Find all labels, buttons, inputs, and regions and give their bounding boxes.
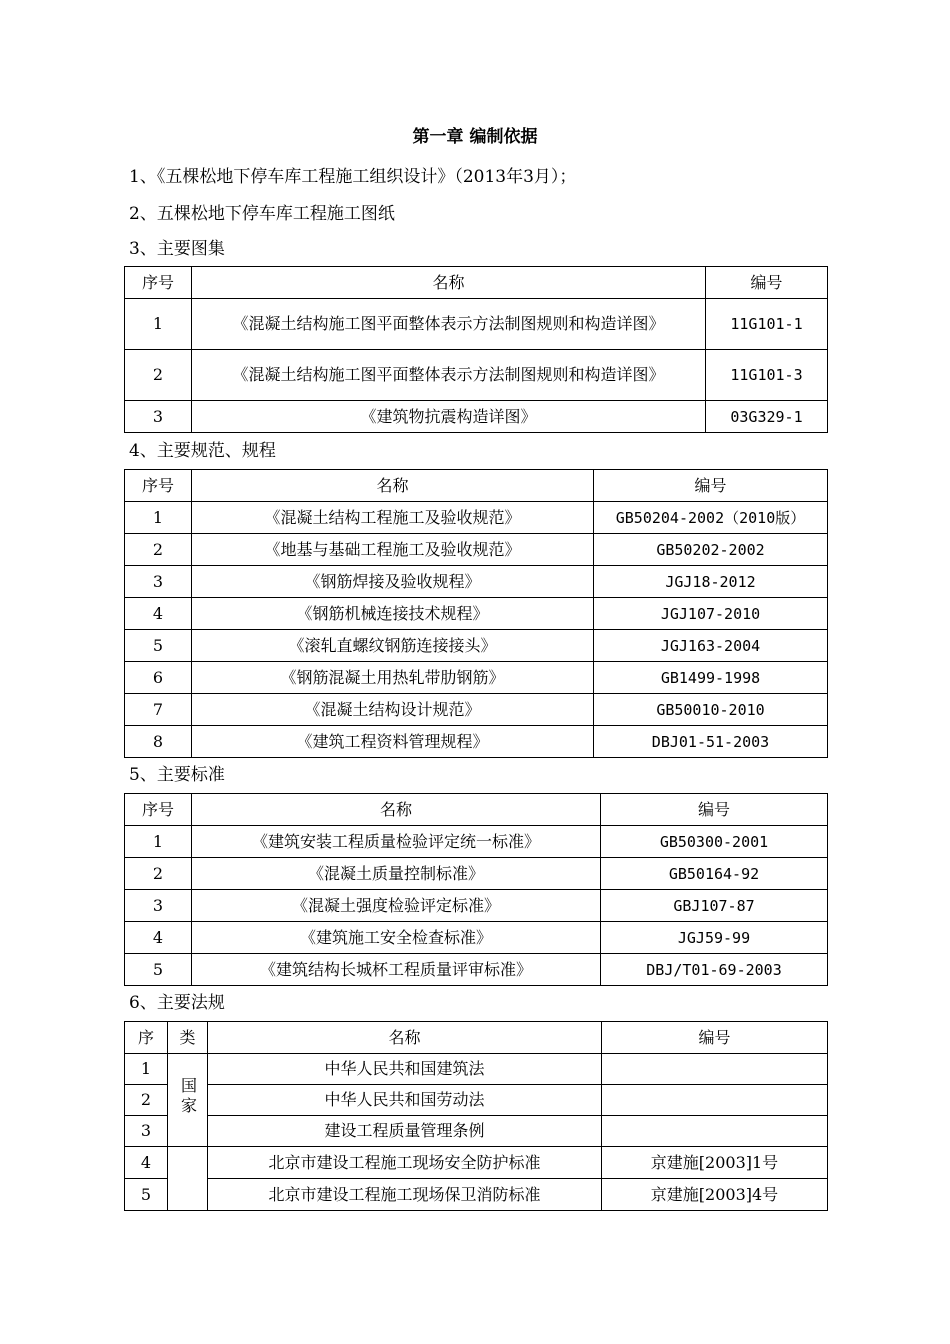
row-code: JGJ107-2010 — [594, 598, 828, 630]
row-code: GB50164-92 — [601, 858, 828, 890]
standards-table — [124, 793, 828, 986]
header-no: 序号 — [125, 470, 192, 502]
row-name: 建设工程质量管理条例 — [208, 1116, 602, 1147]
item-1: 1、《五棵松地下停车库工程施工组织设计》（2013年3月）； — [129, 167, 577, 187]
table-row — [125, 1147, 828, 1179]
row-code: JGJ59-99 — [601, 922, 828, 954]
table-row — [125, 890, 828, 922]
row-no: 3 — [125, 401, 192, 433]
row-name: 《建筑安装工程质量检验评定统一标准》 — [192, 826, 601, 858]
row-no: 6 — [125, 662, 192, 694]
table-header-row — [125, 470, 828, 502]
row-no: 7 — [125, 694, 192, 726]
table-row — [125, 662, 828, 694]
row-no: 2 — [125, 534, 192, 566]
row-name: 中华人民共和国劳动法 — [208, 1085, 602, 1116]
row-name: 《建筑物抗震构造详图》 — [192, 401, 706, 433]
item-4: 4、主要规范、规程 — [129, 441, 276, 461]
row-name: 《混凝土结构施工图平面整体表示方法制图规则和构造详图》 — [192, 350, 706, 401]
row-no: 3 — [125, 890, 192, 922]
row-code: 京建施[2003]4号 — [602, 1179, 828, 1211]
row-code: GB50010-2010 — [594, 694, 828, 726]
table-row — [125, 1116, 828, 1147]
item-3: 3、主要图集 — [129, 239, 225, 259]
row-name: 《建筑结构长城杯工程质量评审标准》 — [192, 954, 601, 986]
header-name: 名称 — [208, 1022, 602, 1054]
row-code: GB50204-2002（2010版） — [594, 502, 828, 534]
row-name: 《建筑施工安全检查标准》 — [192, 922, 601, 954]
row-name: 《地基与基础工程施工及验收规范》 — [192, 534, 594, 566]
laws-table — [124, 1021, 828, 1211]
header-no: 序号 — [125, 267, 192, 299]
category-label: 国家 — [178, 1076, 198, 1117]
table-row — [125, 858, 828, 890]
row-code: 京建施[2003]1号 — [602, 1147, 828, 1179]
row-code: JGJ18-2012 — [594, 566, 828, 598]
table-row — [125, 299, 828, 350]
row-code: 11G101-1 — [706, 299, 828, 350]
category-national — [168, 1054, 208, 1147]
row-name: 《混凝土结构设计规范》 — [192, 694, 594, 726]
table-header-row — [125, 267, 828, 299]
table-row — [125, 566, 828, 598]
row-no: 4 — [125, 1147, 168, 1179]
table-row — [125, 726, 828, 758]
row-code: GB50300-2001 — [601, 826, 828, 858]
row-no: 3 — [125, 566, 192, 598]
row-code: GB50202-2002 — [594, 534, 828, 566]
row-no: 3 — [125, 1116, 168, 1147]
row-no: 4 — [125, 598, 192, 630]
table-row — [125, 1179, 828, 1211]
row-code: GBJ107-87 — [601, 890, 828, 922]
table-row — [125, 1054, 828, 1085]
table-row — [125, 694, 828, 726]
header-no: 序号 — [125, 794, 192, 826]
item-2: 2、五棵松地下停车库工程施工图纸 — [129, 204, 395, 224]
table-row — [125, 598, 828, 630]
row-code — [602, 1085, 828, 1116]
row-no: 1 — [125, 502, 192, 534]
item-5: 5、主要标准 — [129, 765, 225, 785]
row-name: 《混凝土结构工程施工及验收规范》 — [192, 502, 594, 534]
row-no: 1 — [125, 826, 192, 858]
row-name: 《钢筋焊接及验收规程》 — [192, 566, 594, 598]
row-name: 北京市建设工程施工现场保卫消防标准 — [208, 1179, 602, 1211]
header-name: 名称 — [192, 267, 706, 299]
atlas-table — [124, 266, 828, 433]
codes-table — [124, 469, 828, 758]
category-local — [168, 1147, 208, 1211]
table-row — [125, 350, 828, 401]
row-name: 中华人民共和国建筑法 — [208, 1054, 602, 1085]
row-code: 11G101-3 — [706, 350, 828, 401]
chapter-title: 第一章 编制依据 — [412, 127, 538, 147]
header-name: 名称 — [192, 470, 594, 502]
table-row — [125, 630, 828, 662]
row-no: 2 — [125, 350, 192, 401]
header-code: 编号 — [601, 794, 828, 826]
row-code: GB1499-1998 — [594, 662, 828, 694]
row-code: 03G329-1 — [706, 401, 828, 433]
row-name: 《混凝土质量控制标准》 — [192, 858, 601, 890]
row-name: 《钢筋机械连接技术规程》 — [192, 598, 594, 630]
row-code: DBJ01-51-2003 — [594, 726, 828, 758]
table-header-row — [125, 794, 828, 826]
row-no: 1 — [125, 299, 192, 350]
row-name: 北京市建设工程施工现场安全防护标准 — [208, 1147, 602, 1179]
row-code: DBJ/T01-69-2003 — [601, 954, 828, 986]
table-header-row — [125, 1022, 828, 1054]
table-row — [125, 502, 828, 534]
table-row — [125, 1085, 828, 1116]
table-row — [125, 826, 828, 858]
table-row — [125, 401, 828, 433]
row-name: 《混凝土强度检验评定标准》 — [192, 890, 601, 922]
table-row — [125, 954, 828, 986]
row-no: 4 — [125, 922, 192, 954]
row-name: 《滚轧直螺纹钢筋连接接头》 — [192, 630, 594, 662]
row-no: 2 — [125, 1085, 168, 1116]
row-no: 5 — [125, 1179, 168, 1211]
table-row — [125, 922, 828, 954]
row-no: 1 — [125, 1054, 168, 1085]
row-no: 2 — [125, 858, 192, 890]
row-code: JGJ163-2004 — [594, 630, 828, 662]
header-no: 序 — [125, 1022, 168, 1054]
item-6: 6、主要法规 — [129, 993, 225, 1013]
row-code — [602, 1054, 828, 1085]
header-name: 名称 — [192, 794, 601, 826]
row-no: 5 — [125, 954, 192, 986]
header-code: 编号 — [602, 1022, 828, 1054]
header-code: 编号 — [706, 267, 828, 299]
row-code — [602, 1116, 828, 1147]
header-category: 类 — [168, 1022, 208, 1054]
row-name: 《混凝土结构施工图平面整体表示方法制图规则和构造详图》 — [192, 299, 706, 350]
row-name: 《钢筋混凝土用热轧带肋钢筋》 — [192, 662, 594, 694]
row-name: 《建筑工程资料管理规程》 — [192, 726, 594, 758]
row-no: 8 — [125, 726, 192, 758]
row-no: 5 — [125, 630, 192, 662]
table-row — [125, 534, 828, 566]
header-code: 编号 — [594, 470, 828, 502]
